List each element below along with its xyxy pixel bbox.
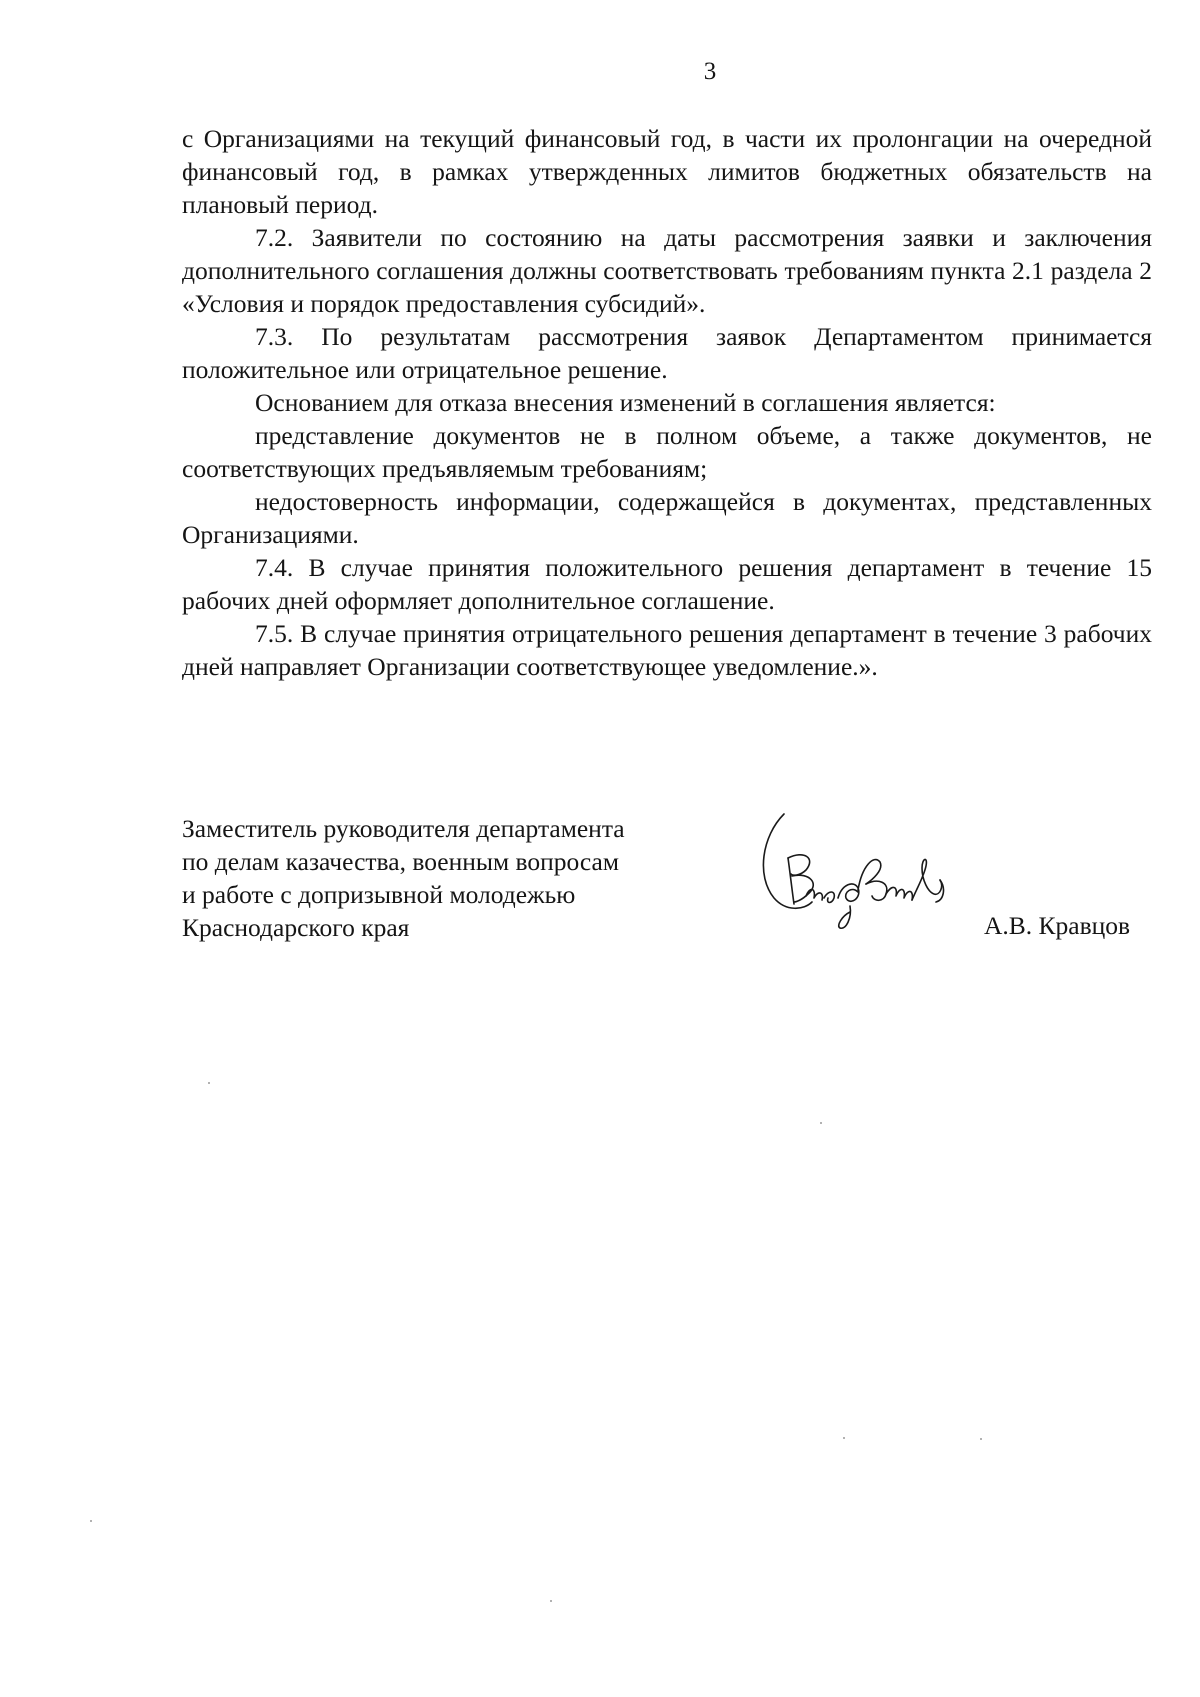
paragraph-7-4: 7.4. В случае принятия положительного решения департамент в течение 15 рабочих дней оформляет дополнительное соглашение. xyxy=(182,553,1152,615)
paragraph-7-5: 7.5. В случае принятия отрицательного решения департамент в течение 3 рабочих дней направляет Организации соответствующее уведомление.». xyxy=(182,619,1152,681)
scan-speck xyxy=(90,1520,92,1522)
paragraph-refusal-ground-1: представление документов не в полном объеме, а также документов, не соответствующих предъявляемым требованиям; xyxy=(182,421,1152,483)
scan-speck xyxy=(208,1082,210,1084)
page-number: 3 xyxy=(703,58,717,85)
scan-speck xyxy=(980,1438,982,1440)
scan-speck xyxy=(820,1122,822,1124)
scan-speck xyxy=(550,1600,552,1602)
signatory-position-line: Краснодарского края xyxy=(182,913,410,942)
paragraph-7-3: 7.3. По результатам рассмотрения заявок Департаментом принимается положительное или отрицательное решение. xyxy=(182,322,1152,384)
paragraph-refusal-ground-2: недостоверность информации, содержащейся в документах, представленных Организациями. xyxy=(182,487,1152,549)
signatory-position-line: и работе с допризывной молодежью xyxy=(182,880,576,909)
scan-speck xyxy=(843,1437,845,1439)
paragraph-7-2: 7.2. Заявители по состоянию на даты рассмотрения заявки и заключения дополнительного соглашения должны соответствовать требованиям пункта 2.1 раздела 2 «Условия и порядок предоставления субсидий». xyxy=(182,223,1152,318)
signer-name: А.В. Кравцов xyxy=(984,911,1131,940)
signatory-position-line: Заместитель руководителя департамента xyxy=(182,814,625,843)
paragraph-continuation: с Организациями на текущий финансовый год, в части их пролонгации на очередной финансовый год, в рамках утвержденных лимитов бюджетных обязательств на плановый период. xyxy=(182,124,1152,219)
signatory-position-line: по делам казачества, военным вопросам xyxy=(182,847,619,876)
signatory-position xyxy=(182,812,625,944)
handwritten-signature xyxy=(754,806,954,946)
paragraph-refusal-grounds: Основанием для отказа внесения изменений в соглашения является: xyxy=(255,388,996,417)
document-body xyxy=(182,122,1152,683)
